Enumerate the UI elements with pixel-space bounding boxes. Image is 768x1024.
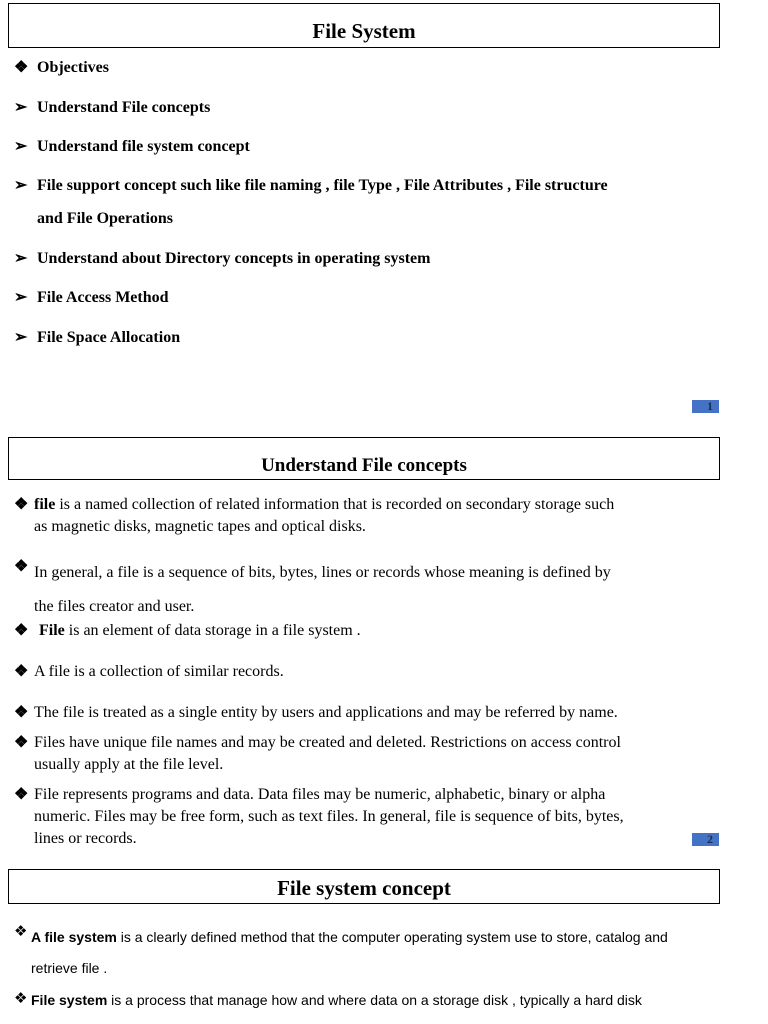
diamond-bullet-icon: ❖ [14,786,29,803]
diamond-bullet-icon: ❖ [14,990,28,1007]
diamond-bullet-icon: ❖ [14,734,29,751]
diamond-bullet-icon: ❖ [14,704,29,721]
arrow-bullet-icon: ➢ [14,250,28,267]
page-number: 2 [692,833,719,846]
slide3-title: File system concept [8,869,720,904]
diamond-bullet-icon: ❖ [14,663,29,680]
arrow-bullet-icon: ➢ [14,138,28,155]
diamond-bullet-icon: ❖ [14,496,29,513]
diamond-bullet-icon: ❖ [14,558,29,575]
arrow-bullet-icon: ➢ [14,99,28,116]
diamond-bullet-icon: ❖ [14,622,29,639]
diamond-bullet-icon: ❖ [14,59,29,76]
page-number: 1 [692,400,719,413]
slide1-title: File System [8,3,720,48]
arrow-bullet-icon: ➢ [14,329,28,346]
arrow-bullet-icon: ➢ [14,289,28,306]
arrow-bullet-icon: ➢ [14,177,28,194]
diamond-bullet-icon: ❖ [14,923,28,940]
slide2-title: Understand File concepts [8,437,720,480]
